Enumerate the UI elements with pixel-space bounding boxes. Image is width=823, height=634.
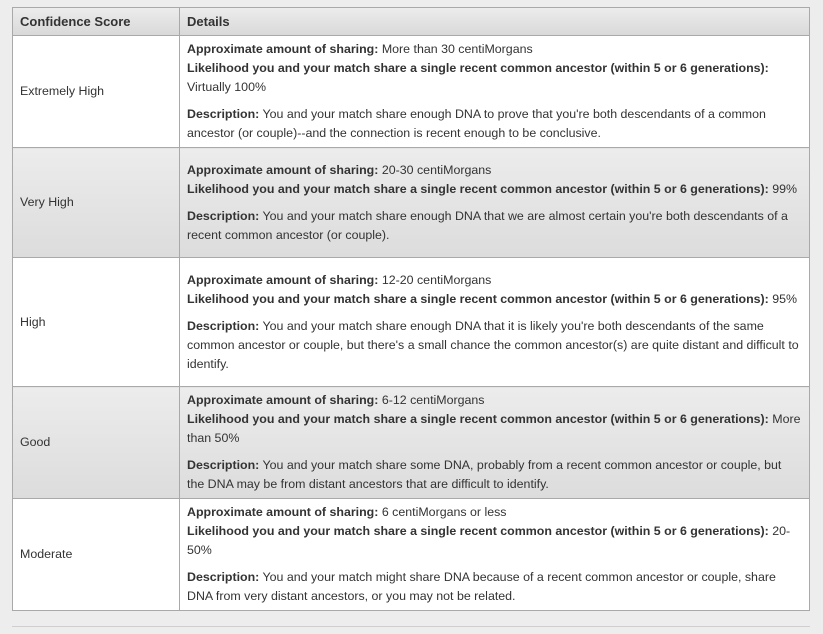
table-row: [13, 387, 809, 499]
sharing-line: [187, 271, 801, 290]
likelihood-value: 99%: [772, 181, 798, 196]
sharing-line: [187, 40, 801, 59]
description-value: You and your match might share DNA because of a recent common ancestor or couple, share DNA from very distant ancestors, or you may not be related.: [187, 570, 776, 603]
header-details: Details: [180, 8, 810, 36]
bottom-divider: [12, 626, 810, 627]
likelihood-value: 95%: [772, 291, 798, 306]
table-row: [13, 499, 809, 611]
confidence-table: [13, 8, 809, 610]
sharing-label: Approximate amount of sharing:: [187, 42, 379, 56]
description-label: Description:: [187, 107, 260, 121]
sharing-value: 20-30 centiMorgans: [381, 162, 492, 177]
header-confidence-score: Confidence Score: [13, 8, 180, 36]
description-label: Description:: [187, 318, 260, 333]
sharing-label: Approximate amount of sharing:: [187, 272, 379, 287]
details-cell: [180, 258, 810, 387]
likelihood-line: [187, 180, 801, 199]
likelihood-label: Likelihood you and your match share a single recent common ancestor (within 5 or 6 generations):: [187, 181, 769, 196]
confidence-score-cell: Moderate: [13, 499, 180, 611]
confidence-score-cell: Very High: [13, 148, 180, 258]
description-value: You and your match share enough DNA that we are almost certain you're both descendants of a recent common ancestor (or couple).: [187, 208, 788, 242]
details-cell: [180, 499, 810, 611]
likelihood-line: [187, 290, 801, 309]
likelihood-value: More than 50%: [187, 412, 801, 445]
description-label: Description:: [187, 208, 260, 223]
likelihood-value: 20-50%: [187, 524, 791, 557]
table-row: [13, 36, 809, 148]
likelihood-label: Likelihood you and your match share a single recent common ancestor (within 5 or 6 generations):: [187, 61, 769, 75]
description-line: [187, 568, 801, 606]
sharing-line: [187, 391, 801, 410]
confidence-score-cell: High: [13, 258, 180, 387]
description-line: [187, 105, 801, 143]
table-row: [13, 258, 809, 387]
sharing-label: Approximate amount of sharing:: [187, 162, 379, 177]
sharing-value: 6-12 centiMorgans: [381, 393, 485, 407]
sharing-label: Approximate amount of sharing:: [187, 505, 379, 519]
sharing-label: Approximate amount of sharing:: [187, 393, 379, 407]
table-row: [13, 148, 809, 258]
description-value: You and your match share some DNA, probably from a recent common ancestor or couple, but the DNA may be from distant ancestors that are difficult to identify.: [187, 458, 782, 491]
sharing-value: 6 centiMorgans or less: [381, 505, 507, 519]
likelihood-label: Likelihood you and your match share a single recent common ancestor (within 5 or 6 generations):: [187, 524, 769, 538]
details-cell: [180, 387, 810, 499]
description-line: [187, 456, 801, 494]
sharing-value: 12-20 centiMorgans: [381, 272, 492, 287]
description-value: You and your match share enough DNA that it is likely you're both descendants of the same common ancestor or couple, but there's a small chance the common ancestor(s) are quite distant and difficult to identify.: [187, 318, 799, 371]
table-header-row: [13, 8, 809, 36]
details-cell: [180, 148, 810, 258]
likelihood-line: [187, 410, 801, 448]
confidence-score-cell: Good: [13, 387, 180, 499]
likelihood-value: Virtually 100%: [187, 80, 266, 94]
description-label: Description:: [187, 570, 260, 584]
description-line: [187, 207, 801, 245]
likelihood-line: [187, 522, 801, 560]
likelihood-line: [187, 59, 801, 97]
description-label: Description:: [187, 458, 260, 472]
sharing-value: More than 30 centiMorgans: [381, 42, 533, 56]
likelihood-label: Likelihood you and your match share a single recent common ancestor (within 5 or 6 generations):: [187, 412, 769, 426]
details-cell: [180, 36, 810, 148]
sharing-line: [187, 161, 801, 180]
confidence-score-table: [12, 7, 810, 611]
sharing-line: [187, 503, 801, 522]
description-value: You and your match share enough DNA to prove that you're both descendants of a common ancestor (or couple)--and the connection is recent enough to be conclusive.: [187, 107, 766, 140]
confidence-score-cell: Extremely High: [13, 36, 180, 148]
description-line: [187, 317, 801, 374]
likelihood-label: Likelihood you and your match share a single recent common ancestor (within 5 or 6 generations):: [187, 291, 769, 306]
